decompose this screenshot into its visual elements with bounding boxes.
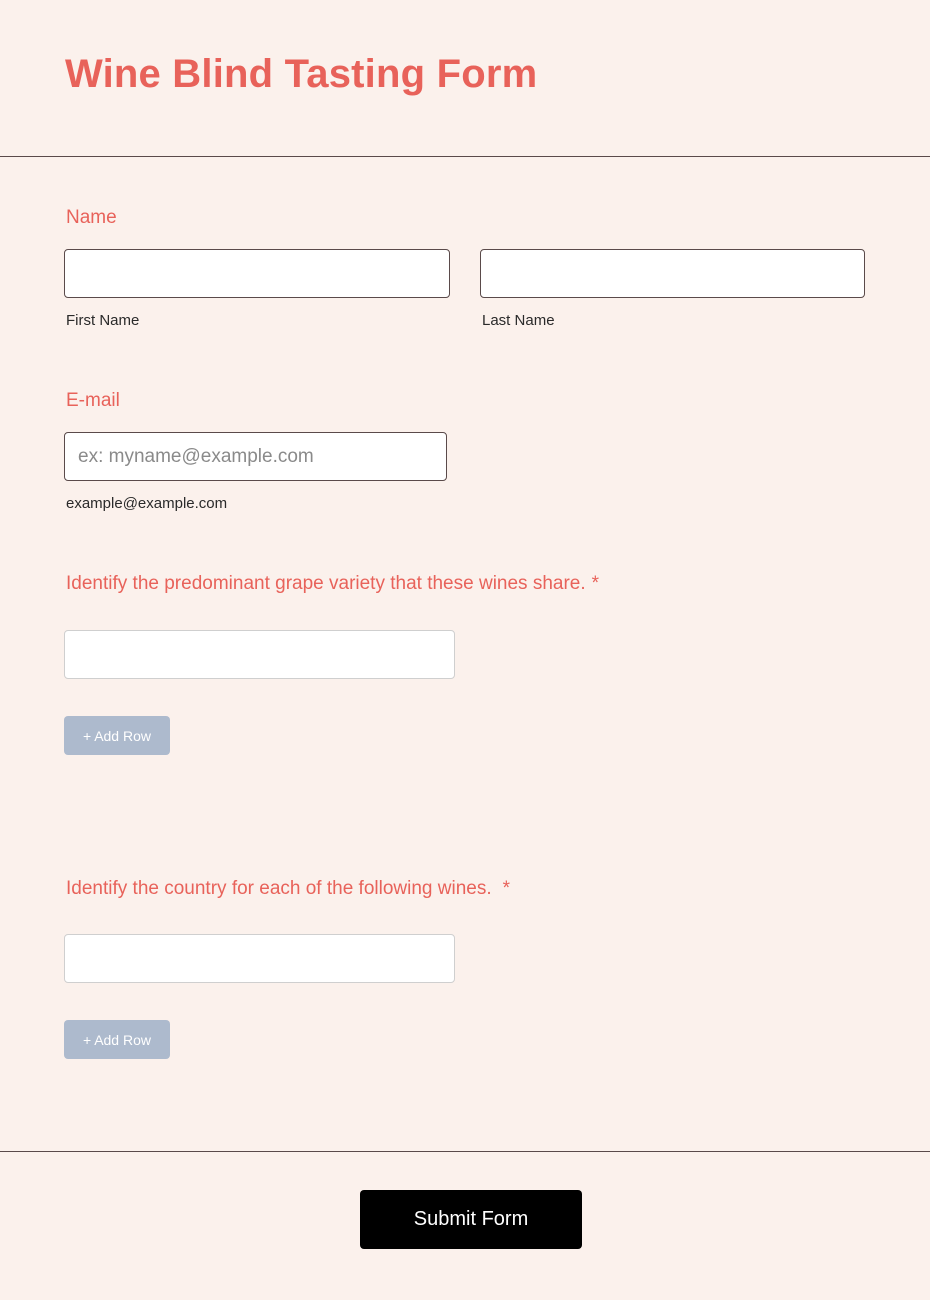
grape-variety-input[interactable] — [64, 630, 455, 679]
last-name-input[interactable] — [480, 249, 865, 298]
grape-question-text: Identify the predominant grape variety that these wines share. — [66, 573, 586, 594]
add-row-button[interactable] — [64, 716, 170, 755]
add-row-label: Add Row — [94, 727, 151, 744]
name-label: Name — [66, 207, 117, 228]
country-question-label — [66, 878, 510, 900]
last-name-sublabel: Last Name — [482, 312, 555, 329]
grape-question-label — [66, 573, 599, 595]
first-name-sublabel: First Name — [66, 312, 140, 329]
submit-button[interactable]: Submit Form — [360, 1190, 582, 1249]
add-row-label: Add Row — [94, 1031, 151, 1048]
form-header — [0, 0, 930, 157]
add-row-button[interactable] — [64, 1020, 170, 1059]
country-question-text: Identify the country for each of the following wines. — [66, 878, 492, 899]
first-name-input[interactable] — [64, 249, 450, 298]
form-footer — [0, 1151, 930, 1300]
required-marker: * — [591, 573, 600, 594]
plus-icon: + — [83, 1031, 92, 1048]
country-input[interactable] — [64, 934, 455, 983]
email-label: E-mail — [66, 390, 120, 411]
email-field[interactable] — [64, 432, 447, 481]
page-title: Wine Blind Tasting Form — [65, 52, 538, 96]
email-sublabel: example@example.com — [66, 495, 228, 512]
required-marker: * — [502, 878, 511, 899]
plus-icon: + — [83, 727, 92, 744]
